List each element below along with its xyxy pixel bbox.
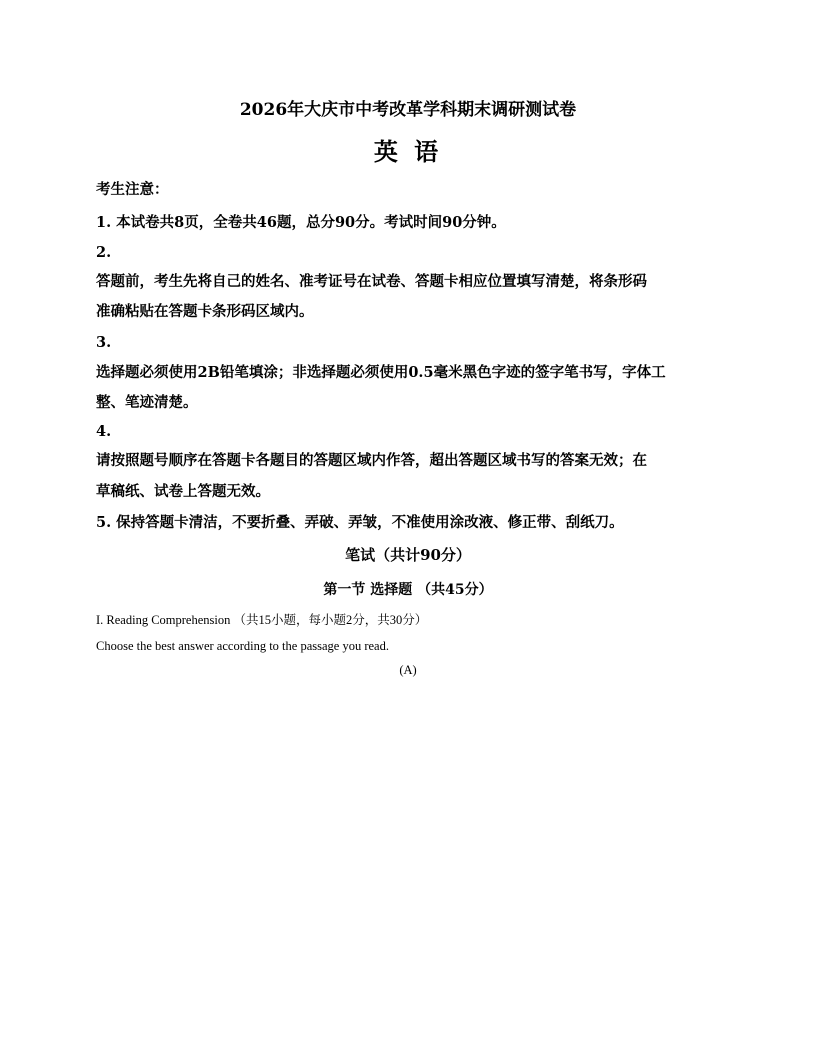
notice-item: 5. 保持答题卡清洁，不要折叠、弄破、弄皱，不准使用涂改液、修正带、刮纸刀。 <box>96 514 624 531</box>
notice-item: 1. 本试卷共8页，全卷共46题，总分90分。考试时间90分钟。 <box>96 214 506 231</box>
notice-item: 整、笔迹清楚。 <box>96 394 198 411</box>
subsection-title: 第一节 选择题 （共45分） <box>323 582 493 598</box>
notice-item: 请按照题号顺序在答题卡各题目的答题区域内作答，超出答题区域书写的答案无效；在 <box>96 452 647 469</box>
exam-title: 2026年大庆市中考改革学科期末调研测试卷 <box>239 100 577 120</box>
section-title: 笔试（共计90分） <box>345 546 471 564</box>
instruction-text: Choose the best answer according to the passage you read. <box>96 639 389 653</box>
notice-item: 4. <box>96 423 112 440</box>
notice-item: 选择题必须使用2B铅笔填涂；非选择题必须使用0.5毫米黑色字迹的签字笔书写，字体工 <box>96 364 666 381</box>
notice-item: 3. <box>96 334 112 351</box>
part-title: I. Reading Comprehension （共15小题，每小题2分，共30分） <box>96 613 428 627</box>
notice-item: 答题前，考生先将自己的姓名、准考证号在试卷、答题卡相应位置填写清楚，将条形码 <box>96 273 647 290</box>
notice-item: 2. <box>96 244 112 261</box>
notice-item: 准确粘贴在答题卡条形码区域内。 <box>96 303 314 320</box>
passage-label: (A) <box>399 663 417 677</box>
subject-title: 英 语 <box>373 137 443 166</box>
notice-heading: 考生注意： <box>96 181 169 198</box>
notice-item: 草稿纸、试卷上答题无效。 <box>96 483 270 500</box>
